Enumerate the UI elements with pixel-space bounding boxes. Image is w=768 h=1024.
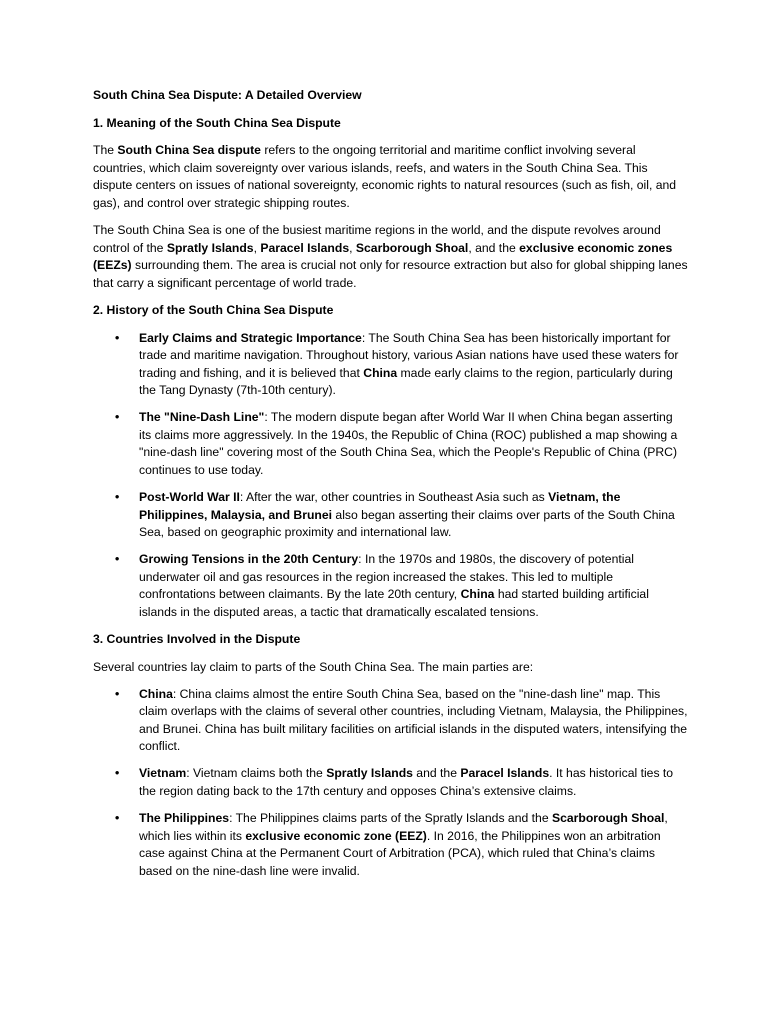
section-heading: 1. Meaning of the South China Sea Dispute <box>93 115 341 130</box>
bullet-icon: • <box>115 552 120 567</box>
bullet-icon: • <box>115 686 120 701</box>
bullet-item: • Early Claims and Strategic Importance: The South China Sea has been historically important for trade and maritime navigation. Throughout history, various Asian nations have used these waters for trading and fishing, and it is believed that China made early claims to the region, particularly during the Tang Dynasty (7th-10th century). <box>115 330 679 398</box>
section-heading: 2. History of the South China Sea Dispute <box>93 302 334 317</box>
section-heading: 3. Countries Involved in the Dispute <box>93 632 301 646</box>
bullet-item: • Growing Tensions in the 20th Century: In the 1970s and 1980s, the discovery of potential underwater oil and gas resources in the region increased the stakes. This led to multiple confrontations between claimants. By the late 20th century, China had started building artificial islands in the disputed areas, a tactic that dramatically escalated tensions. <box>115 552 649 620</box>
bullet-icon: • <box>115 490 120 505</box>
bullet-item: • China: China claims almost the entire South China Sea, based on the "nine-dash line" map. This claim overlaps with the claims of several other countries, including Vietnam, Malaysia, the Philippines, and Brunei. China has built military facilities on artificial islands in the disputed waters, intensifying the conflict. <box>115 686 688 754</box>
bullet-list <box>93 686 688 881</box>
paragraph: The South China Sea is one of the busiest maritime regions in the world, and the dispute revolves around control of the Spratly Islands, Paracel Islands, Scarborough Shoal, and the exclusive economic zones (EEZs) surrounding them. The area is crucial not only for resource extraction but also for global shipping lanes that carry a significant percentage of world trade. <box>93 223 688 290</box>
bullet-item: • The Philippines: The Philippines claims parts of the Spratly Islands and the Scarborough Shoal, which lies within its exclusive economic zone (EEZ). In 2016, the Philippines won an arbitration case against China at the Permanent Court of Arbitration (PCA), which ruled that China’s claims based on the nine-dash line were invalid. <box>115 811 668 878</box>
bullet-icon: • <box>115 410 120 425</box>
bullet-icon: • <box>115 766 120 781</box>
bullet-icon: • <box>115 330 120 345</box>
document-title: South China Sea Dispute: A Detailed Overview <box>93 88 362 102</box>
bullet-list <box>93 330 688 622</box>
bullet-item: • Vietnam: Vietnam claims both the Spratly Islands and the Paracel Islands. It has historical ties to the region dating back to the 17th century and opposes China’s extensive claims. <box>115 766 674 799</box>
paragraph: The South China Sea dispute refers to the ongoing territorial and maritime conflict involving several countries, which claim sovereignty over various islands, reefs, and waters in the South China Sea. This dispute centers on issues of national sovereignty, economic rights to natural resources (such as fish, oil, and gas), and control over strategic shipping routes. <box>93 143 677 210</box>
paragraph: Several countries lay claim to parts of the South China Sea. The main parties are: <box>93 659 534 674</box>
bullet-item: • Post-World War II: After the war, other countries in Southeast Asia such as Vietnam, the Philippines, Malaysia, and Brunei also began asserting their claims over parts of the South China Sea, based on geographic proximity and international law. <box>115 490 675 540</box>
bullet-icon: • <box>115 811 120 826</box>
document-body <box>93 115 688 881</box>
bullet-item: • The "Nine-Dash Line": The modern dispute began after World War II when China began asserting its claims more aggressively. In the 1940s, the Republic of China (ROC) published a map showing a "nine-dash line" covering most of the South China Sea, which the People's Republic of China (PRC) continues to use today. <box>115 410 678 478</box>
